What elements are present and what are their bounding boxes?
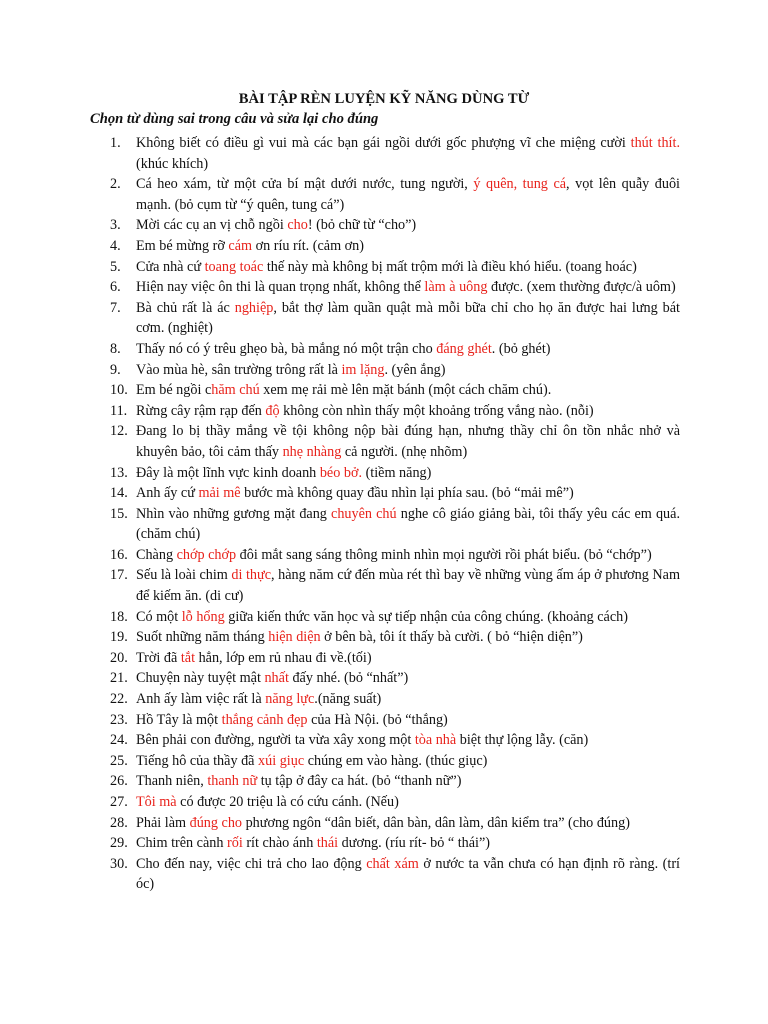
wrong-word: chuyên chú <box>331 505 397 522</box>
item-text: Thanh niên, <box>136 773 208 790</box>
item-text: , vọt lên quẫy đuôi mạnh. (bỏ cụm từ “ý quên, tung cá”) <box>136 176 680 213</box>
item-text: Đang lo bị thầy mắng về tội không nộp bài đúng hạn, nhưng thầy chỉ ôn tồn nhắc nhở và khuyên bảo, tôi cảm thấy <box>136 423 680 460</box>
list-item <box>90 463 680 484</box>
item-text: Hồ Tây là một <box>136 711 222 728</box>
item-text: không còn nhìn thấy một khoảng trống vắng nào. (nỗi) <box>279 402 594 419</box>
item-number: 2. <box>110 176 121 193</box>
item-text: của Hà Nội. (bỏ “thắng) <box>307 711 448 728</box>
list-item <box>90 483 680 504</box>
wrong-word: thút thít. <box>630 135 680 151</box>
list-item <box>90 730 680 751</box>
wrong-word: đáng ghét <box>436 340 492 357</box>
item-text: . (yên ắng) <box>384 361 446 378</box>
wrong-word: tắt <box>180 649 196 666</box>
list-item <box>90 339 680 360</box>
item-text: Bên phải con đường, người ta vừa xây xong một <box>136 732 415 749</box>
list-item <box>90 504 680 545</box>
wrong-word: mải mê <box>198 485 241 502</box>
item-text: Suốt những năm tháng <box>136 629 269 646</box>
item-text: chúng em vào hàng. (thúc giục) <box>304 752 488 769</box>
item-number: 3. <box>110 217 121 234</box>
list-item <box>90 710 680 731</box>
wrong-word: nhất <box>264 670 289 687</box>
wrong-word: béo bở. <box>319 464 363 481</box>
list-item <box>90 277 680 298</box>
item-text: Tiếng hô của thầy đã <box>136 752 259 769</box>
item-text: (tiềm năng) <box>362 464 432 481</box>
wrong-word: thanh nữ <box>207 773 258 790</box>
wrong-word: rối <box>227 835 243 852</box>
wrong-word: chớp chớp <box>176 546 237 563</box>
list-item <box>90 215 680 236</box>
item-text: có được 20 triệu là có cứu cánh. (Nếu) <box>176 794 399 810</box>
item-number: 21. <box>110 670 128 687</box>
list-item <box>90 174 680 215</box>
item-text: rít chào ánh <box>242 835 317 852</box>
item-number: 17. <box>110 567 128 584</box>
list-item <box>90 813 680 834</box>
item-text: , hàng năm cứ đến mùa rét thì bay về những vùng ấm áp ở phương Nam để kiếm ăn. (di cư) <box>136 567 680 605</box>
item-text: xem mẹ rải mè lên mặt bánh (một cách chăm chú). <box>259 382 552 399</box>
item-number: 11. <box>110 402 128 419</box>
item-text: Cho đến nay, việc chi trả cho lao động <box>136 855 367 872</box>
list-item <box>90 689 680 710</box>
item-number: 12. <box>110 423 128 440</box>
list-item <box>90 627 680 648</box>
list-item <box>90 792 680 813</box>
item-number: 26. <box>110 773 128 790</box>
wrong-word: cám <box>228 237 253 254</box>
item-number: 25. <box>110 752 128 769</box>
list-item <box>90 380 680 401</box>
wrong-word: di thực <box>231 567 272 584</box>
list-item <box>90 401 680 422</box>
item-text: Em bé mừng rỡ <box>136 237 229 254</box>
item-text: Hiện nay việc ôn thi là quan trọng nhất, không thể <box>136 279 425 296</box>
item-number: 28. <box>110 814 128 831</box>
item-text: Thấy nó có ý trêu ghẹo bà, bà mắng nó một trận cho <box>136 340 437 357</box>
wrong-word: ý quên, tung cá <box>473 176 567 193</box>
item-text: Chàng <box>136 546 177 563</box>
item-number: 13. <box>110 464 128 481</box>
wrong-word: cho <box>287 217 308 234</box>
item-text: Cá heo xám, từ một cửa bí mật dưới nước, tung người, <box>136 176 474 193</box>
wrong-word: im lặng <box>341 361 385 378</box>
wrong-word: nhẹ nhàng <box>282 443 342 460</box>
wrong-word: đúng cho <box>189 814 243 831</box>
item-text: (khúc khích) <box>136 155 209 172</box>
exercise-list <box>90 133 680 895</box>
item-number: 29. <box>110 835 128 852</box>
wrong-word: làm à uông <box>424 279 488 296</box>
list-item <box>90 854 680 895</box>
item-text: .(năng suất) <box>314 691 382 708</box>
item-text: Chim trên cành <box>136 835 228 852</box>
item-text: Chuyện này tuyệt mật <box>136 670 265 687</box>
list-item <box>90 545 680 566</box>
item-text: ơn ríu rít. (cảm ơn) <box>252 237 364 254</box>
list-item <box>90 607 680 628</box>
item-number: 27. <box>110 794 128 810</box>
wrong-word: thái <box>316 835 339 852</box>
item-text: hẳn, lớp em rủ nhau đi về.(tối) <box>195 649 372 666</box>
item-text: Sếu là loài chim <box>136 567 232 584</box>
item-text: Trời đã <box>136 649 181 666</box>
item-number: 16. <box>110 546 128 563</box>
item-text: tụ tập ở đây ca hát. (bỏ “thanh nữ”) <box>257 773 462 790</box>
wrong-word: xúi giục <box>258 752 305 769</box>
item-text: Bà chủ rất là ác <box>136 299 235 316</box>
item-text: Anh ấy làm việc rất là <box>136 691 266 708</box>
item-text: phương ngôn “dân biết, dân bàn, dân làm, dân kiểm tra” (cho đúng) <box>242 814 630 831</box>
item-text: Phải làm <box>136 814 190 831</box>
item-number: 22. <box>110 691 128 708</box>
wrong-word: tòa nhà <box>414 732 457 749</box>
item-number: 15. <box>110 505 128 522</box>
item-text: . (bỏ ghét) <box>491 340 551 357</box>
item-text: đôi mắt sang sáng thông minh nhìn mọi người rồi phát biểu. (bỏ “chớp”) <box>236 546 652 563</box>
item-number: 8. <box>110 340 121 357</box>
instruction-heading: Chọn từ dùng sai trong câu và sửa lại cho đúng <box>90 111 379 127</box>
wrong-word: hăm chú <box>211 382 260 399</box>
wrong-word: lỗ hổng <box>181 608 225 625</box>
item-text: ! (bỏ chữ từ “cho”) <box>307 217 417 234</box>
item-text: được. (xem thường được/à uôm) <box>487 279 676 296</box>
item-text: cả người. (nhẹ nhõm) <box>341 443 468 460</box>
wrong-word: chất xám <box>366 855 419 872</box>
item-number: 6. <box>110 279 121 296</box>
item-number: 24. <box>110 732 128 749</box>
item-text: Có một <box>136 608 182 625</box>
item-number: 10. <box>110 382 128 399</box>
wrong-word: toang toác <box>204 258 264 275</box>
item-text: Anh ấy cứ <box>136 485 199 502</box>
list-item <box>90 668 680 689</box>
item-text: Vào mùa hè, sân trường trông rất là <box>136 361 342 378</box>
item-number: 9. <box>110 361 121 378</box>
item-number: 18. <box>110 608 128 625</box>
wrong-word: năng lực <box>265 691 315 708</box>
item-number: 4. <box>110 237 121 254</box>
list-item <box>90 298 680 339</box>
list-item <box>90 771 680 792</box>
item-text: Không biết có điều gì vui mà các bạn gái ngồi dưới gốc phượng vĩ che miệng cười <box>136 135 631 151</box>
item-text: bước mà không quay đầu nhìn lại phía sau. (bỏ “mải mê”) <box>240 485 574 502</box>
item-text: Đây là một lĩnh vực kinh doanh <box>136 464 320 481</box>
item-number: 1. <box>110 135 121 151</box>
item-text: Cửa nhà cứ <box>136 258 205 275</box>
item-text: giữa kiến thức văn học và sự tiếp nhận của công chúng. (khoảng cách) <box>224 608 628 625</box>
item-text: Rừng cây rậm rạp đến <box>136 402 266 419</box>
item-number: 19. <box>110 629 128 646</box>
item-text: nghe cô giáo giảng bài, tôi thấy yêu các em quá. (chăm chú) <box>136 505 680 543</box>
wrong-word: nghiệp <box>234 299 274 316</box>
list-item <box>90 751 680 772</box>
item-text: Em bé ngồi c <box>136 382 212 399</box>
item-number: 20. <box>110 649 128 666</box>
item-number: 7. <box>110 299 121 316</box>
item-text: Nhìn vào những gương mặt đang <box>136 505 332 522</box>
item-text: , bắt thợ làm quần quật mà mỗi bữa chỉ cho họ ăn được hai lưng bát cơm. (nghiệt) <box>136 299 680 337</box>
item-number: 23. <box>110 711 128 728</box>
item-text: biệt thự lộng lẫy. (căn) <box>456 732 589 749</box>
list-item <box>90 648 680 669</box>
item-number: 5. <box>110 258 121 275</box>
list-item <box>90 236 680 257</box>
list-item <box>90 421 680 462</box>
item-text: dương. (ríu rít- bỏ “ thái”) <box>338 835 491 852</box>
wrong-word: Tôi mà <box>136 794 177 810</box>
item-text: ở nước ta vẫn chưa có hạn định rõ ràng. (trí óc) <box>136 855 680 893</box>
item-number: 14. <box>110 485 128 502</box>
item-text: đấy nhé. (bỏ “nhất”) <box>288 670 409 687</box>
list-item <box>90 565 680 606</box>
list-item <box>90 133 680 174</box>
wrong-word: hiện diện <box>268 629 321 646</box>
list-item <box>90 833 680 854</box>
item-number: 30. <box>110 855 128 872</box>
page-title: BÀI TẬP RÈN LUYỆN KỸ NĂNG DÙNG TỪ <box>238 91 530 107</box>
item-text: Mời các cụ an vị chỗ ngồi <box>136 217 288 234</box>
list-item <box>90 257 680 278</box>
item-text: thế này mà không bị mất trộm mới là điều khó hiểu. (toang hoác) <box>263 258 637 275</box>
wrong-word: độ <box>265 402 280 419</box>
wrong-word: thắng cảnh đẹp <box>221 711 308 728</box>
list-item <box>90 360 680 381</box>
item-text: ở bên bà, tôi ít thấy bà cười. ( bỏ “hiện diện”) <box>320 629 583 646</box>
